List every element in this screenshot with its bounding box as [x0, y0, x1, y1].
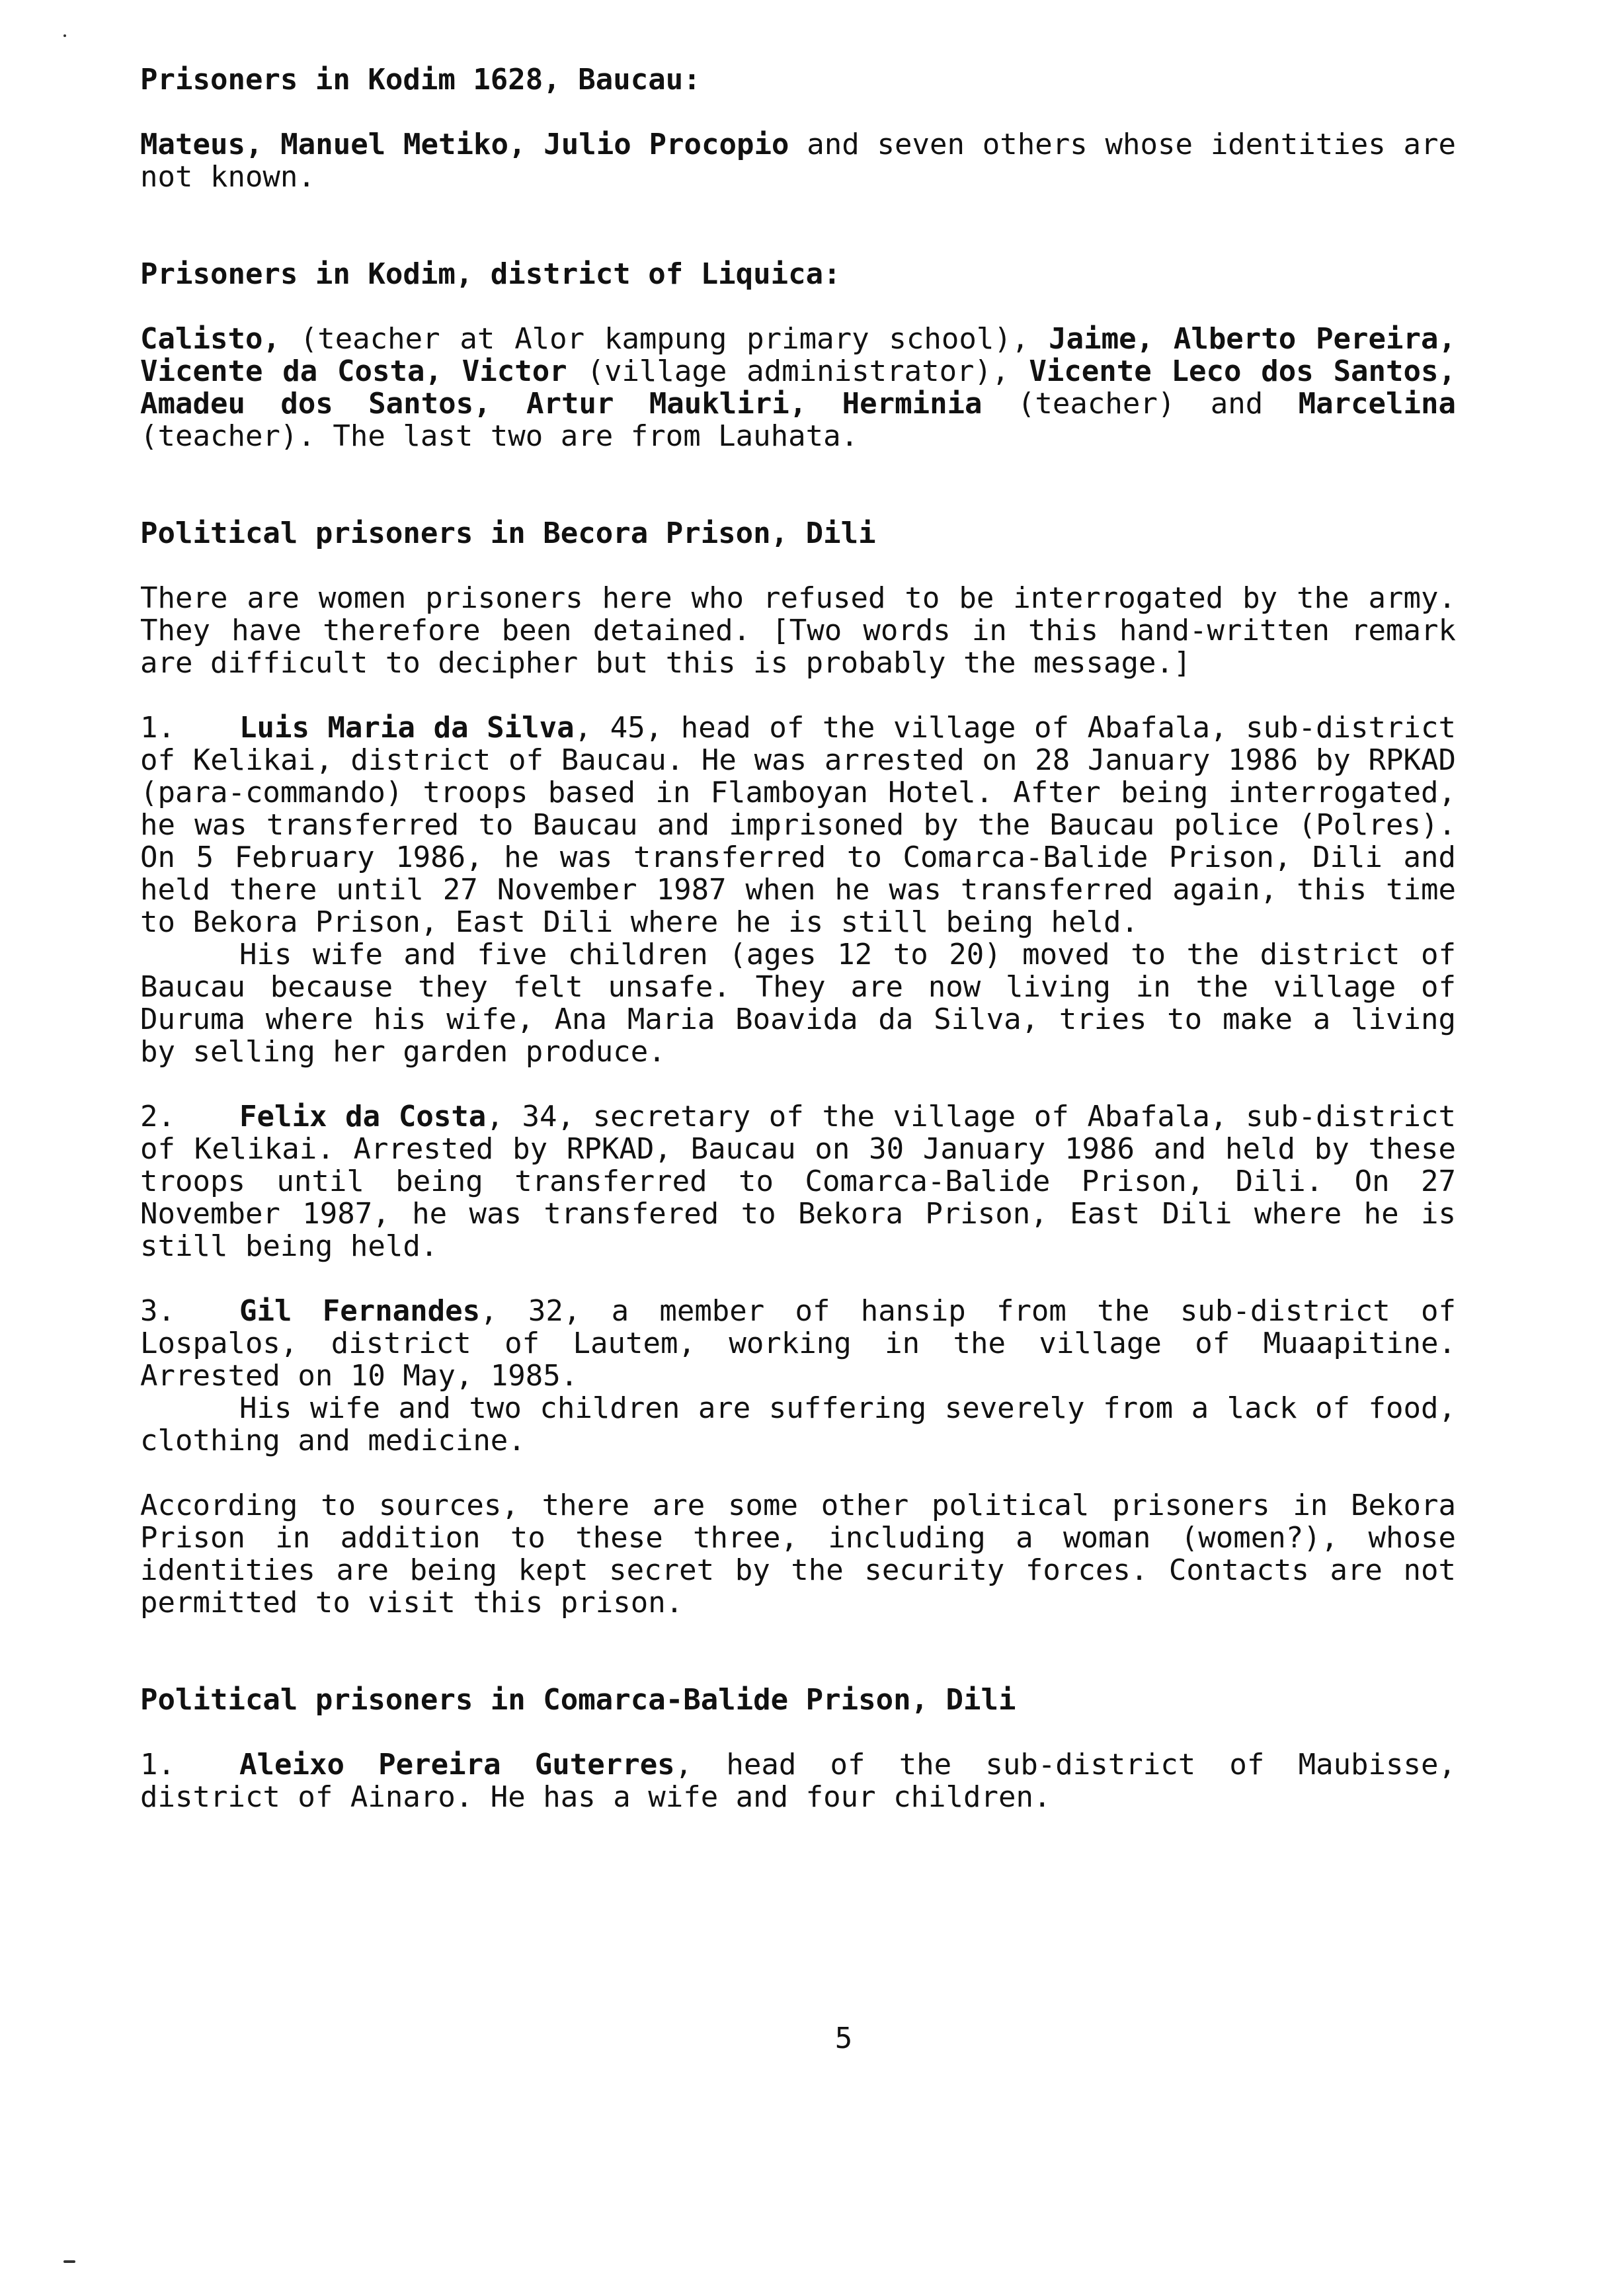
heading-becora: Political prisoners in Becora Prison, Dili	[140, 516, 876, 550]
paragraph-becora-intro: There are women prisoners here who refused to be interrogated by the army. They have therefore been detained. [Two words in this hand-written remark are difficult to decipher but this is probably the message.]	[140, 581, 1456, 680]
list-item-becora-2: 2. Felix da Costa, 34, secretary of the village of Abafala, sub-district of Kelikai. Arrested by RPKAD, Baucau on 30 January 1986 and held by these troops until being transferred to Comarca-Balide Prison, Dili. On 27 November 1987, he was transfered to Bekora Prison, East Dili where he is still being held.	[140, 1100, 1456, 1263]
prisoner-name: Aleixo Pereira Guterres	[239, 1748, 675, 1782]
scan-speck	[63, 2260, 75, 2263]
paragraph-becora-closing: According to sources, there are some other political prisoners in Bekora Prison in addition to these three, including a woman (women?), whose identities are being kept secret by the security forces. Contacts are not permitted to visit this prison.	[140, 1489, 1456, 1620]
heading-kodim-baucau: Prisoners in Kodim 1628, Baucau:	[140, 63, 701, 97]
list-item-comarca-1: 1. Aleixo Pereira Guterres, head of the sub-district of Maubisse, district of Ainaro. He has a wife and four children.	[140, 1748, 1457, 1814]
scan-speck	[63, 34, 66, 37]
document-page	[140, 63, 1456, 1813]
heading-comarca: Political prisoners in Comarca-Balide Prison, Dili	[140, 1683, 1016, 1717]
list-item-becora-3-family: His wife and two children are suffering severely from a lack of food, clothing and medicine.	[140, 1391, 1456, 1457]
list-item-becora-1: 1. Luis Maria da Silva, 45, head of the village of Abafala, sub-district of Kelikai, district of Baucau. He was arrested on 28 January 1986 by RPKAD (para-commando) troops based in Flamboyan Hotel. After being interrogated, he was transferred to Baucau and imprisoned by the Baucau police (Polres). On 5 February 1986, he was transferred to Comarca-Balide Prison, Dili and held there until 27 November 1987 when he was transferred again, this time to Bekora Prison, East Dili where he is still being held.	[140, 711, 1456, 939]
page-number: 5	[834, 2022, 853, 2055]
paragraph-kodim-liquica: Calisto, (teacher at Alor kampung primary school), Jaime, Alberto Pereira, Vicente da Costa, Victor (village administrator), Vicente Leco dos Santos, Amadeu dos Santos, Artur Maukliri, Herminia (teacher) and Marcelina (teacher). The last two are from Lauhata.	[140, 322, 1456, 453]
paragraph-kodim-baucau: Mateus, Manuel Metiko, Julio Procopio and seven others whose identities are not known.	[140, 128, 1456, 194]
prisoner-name: Felix da Costa	[239, 1100, 487, 1133]
list-item-becora-1-family: His wife and five children (ages 12 to 20) moved to the district of Baucau because they felt unsafe. They are now living in the village of Duruma where his wife, Ana Maria Boavida da Silva, tries to make a living by selling her garden produce.	[140, 938, 1456, 1069]
prisoner-name: Luis Maria da Silva	[239, 711, 575, 745]
heading-kodim-liquica: Prisoners in Kodim, district of Liquica:	[140, 257, 841, 291]
list-item-becora-3: 3. Gil Fernandes, 32, a member of hansip from the sub-district of Lospalos, district of Lautem, working in the village of Muaapitine. Arrested on 10 May, 1985.	[140, 1294, 1456, 1393]
names-kodim-baucau: Mateus, Manuel Metiko, Julio Procopio	[140, 128, 789, 161]
prisoner-name: Gil Fernandes	[239, 1294, 481, 1328]
